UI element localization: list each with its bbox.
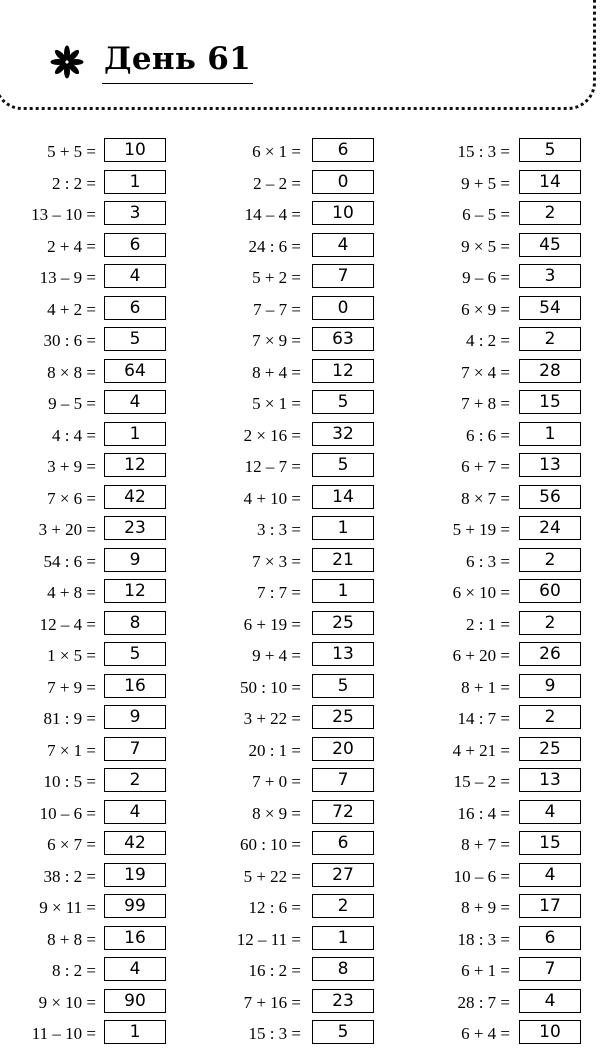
exercise-row — [0, 483, 166, 515]
exercise-row — [400, 388, 581, 420]
exercise-expression: 2 : 1 = — [465, 614, 510, 634]
exercise-expression: 9 × 5 = — [461, 236, 510, 256]
exercise-expression: 3 + 22 = — [243, 709, 301, 728]
answer-box[interactable]: 1 — [312, 579, 374, 603]
exercise-expression: 4 : 4 = — [51, 425, 96, 445]
answer-box[interactable]: 7 — [312, 768, 374, 792]
exercise-row — [0, 798, 166, 830]
exercise-expression: 5 × 1 = — [252, 394, 301, 413]
exercise-expression: 7 + 9 = — [47, 677, 96, 697]
exercise-row — [0, 861, 166, 893]
exercise-row — [400, 514, 581, 546]
answer-box[interactable]: 10 — [519, 1020, 581, 1044]
exercise-expression: 4 + 10 = — [243, 488, 301, 508]
exercise-row — [400, 357, 581, 389]
answer-box[interactable]: 4 — [104, 390, 166, 414]
answer-box[interactable]: 27 — [312, 863, 374, 887]
exercise-row — [400, 703, 581, 735]
answer-box[interactable]: 5 — [104, 642, 166, 666]
exercise-row — [400, 892, 581, 924]
exercise-expression: 10 – 6 = — [453, 866, 510, 886]
exercise-row — [0, 955, 166, 987]
exercise-expression: 15 : 3 = — [457, 142, 510, 161]
exercise-row — [400, 798, 581, 830]
answer-box[interactable]: 12 — [104, 453, 166, 477]
answer-box[interactable]: 2 — [104, 768, 166, 792]
answer-box[interactable]: 4 — [519, 863, 581, 887]
answer-box[interactable]: 1 — [104, 1020, 166, 1044]
exercise-row — [200, 955, 374, 987]
answer-box[interactable]: 72 — [312, 800, 374, 824]
exercise-expression: 30 : 6 = — [43, 331, 96, 350]
exercise-expression: 9 + 5 = — [461, 173, 510, 193]
exercise-row — [400, 199, 581, 231]
exercise-expression: 11 – 10 = — [31, 1024, 96, 1043]
exercise-row — [200, 703, 374, 735]
exercise-row — [0, 609, 166, 641]
exercise-row — [200, 735, 374, 767]
exercise-row — [200, 168, 374, 200]
answer-box[interactable]: 5 — [519, 138, 581, 162]
answer-box[interactable]: 16 — [104, 926, 166, 950]
exercise-expression: 81 : 9 = — [43, 709, 96, 728]
answer-box[interactable]: 1 — [104, 422, 166, 446]
answer-box[interactable]: 3 — [519, 264, 581, 288]
exercise-expression: 24 : 6 = — [248, 236, 301, 256]
exercise-column-3 — [400, 136, 581, 1050]
exercise-expression: 12 – 7 = — [244, 457, 301, 476]
exercise-row — [0, 1018, 166, 1050]
answer-box[interactable]: 99 — [104, 894, 166, 918]
exercise-row — [200, 388, 374, 420]
exercise-row — [400, 609, 581, 641]
exercise-expression: 60 : 10 = — [239, 835, 301, 854]
exercise-expression: 7 + 16 = — [243, 992, 301, 1012]
answer-box[interactable]: 90 — [104, 989, 166, 1013]
exercise-expression: 16 : 4 = — [457, 803, 510, 823]
answer-box[interactable]: 4 — [519, 800, 581, 824]
answer-box[interactable]: 45 — [519, 233, 581, 257]
exercise-column-2 — [200, 136, 374, 1050]
exercise-expression: 6 + 19 = — [243, 614, 301, 634]
exercise-row — [200, 892, 374, 924]
exercise-row — [0, 325, 166, 357]
exercise-row — [200, 451, 374, 483]
answer-box[interactable]: 56 — [519, 485, 581, 509]
exercise-expression: 7 × 6 = — [47, 488, 96, 508]
answer-box[interactable]: 6 — [312, 831, 374, 855]
answer-box[interactable]: 6 — [104, 296, 166, 320]
answer-box[interactable]: 5 — [312, 390, 374, 414]
exercise-row — [400, 861, 581, 893]
exercise-row — [200, 199, 374, 231]
exercise-expression: 3 : 3 = — [256, 520, 301, 539]
answer-box[interactable]: 42 — [104, 831, 166, 855]
exercise-expression: 54 : 6 = — [43, 551, 96, 571]
answer-box[interactable]: 54 — [519, 296, 581, 320]
exercise-expression: 6 – 5 = — [462, 205, 510, 224]
exercise-expression: 38 : 2 = — [43, 866, 96, 886]
page-title — [50, 34, 253, 90]
exercise-row — [0, 892, 166, 924]
exercise-expression: 7 : 7 = — [256, 583, 301, 602]
exercise-expression: 12 : 6 = — [248, 898, 301, 917]
answer-box[interactable]: 7 — [312, 264, 374, 288]
exercise-expression: 7 × 9 = — [252, 331, 301, 350]
exercise-expression: 8 + 4 = — [252, 362, 301, 382]
answer-box[interactable]: 13 — [312, 642, 374, 666]
exercise-expression: 4 + 2 = — [47, 299, 96, 319]
answer-box[interactable]: 12 — [104, 579, 166, 603]
answer-box[interactable]: 5 — [104, 327, 166, 351]
exercise-expression: 6 + 4 = — [461, 1024, 510, 1043]
answer-box[interactable]: 26 — [519, 642, 581, 666]
exercise-expression: 6 : 3 = — [465, 551, 510, 571]
exercise-expression: 10 – 6 = — [39, 803, 96, 823]
exercise-expression: 4 + 8 = — [47, 583, 96, 602]
exercise-row — [0, 262, 166, 294]
exercise-row — [200, 924, 374, 956]
answer-box[interactable]: 13 — [519, 768, 581, 792]
exercise-expression: 2 × 16 = — [243, 425, 301, 445]
exercise-row — [200, 546, 374, 578]
exercise-row — [400, 1018, 581, 1050]
exercise-row — [0, 987, 166, 1019]
exercise-row — [400, 294, 581, 326]
exercise-expression: 6 + 7 = — [461, 457, 510, 476]
exercise-expression: 6 + 20 = — [452, 646, 510, 665]
exercise-row — [400, 168, 581, 200]
answer-box[interactable]: 4 — [104, 800, 166, 824]
exercise-expression: 2 + 4 = — [47, 236, 96, 256]
exercise-row — [400, 136, 581, 168]
exercise-row — [400, 262, 581, 294]
exercise-row — [200, 672, 374, 704]
answer-box[interactable]: 9 — [104, 548, 166, 572]
answer-box[interactable]: 25 — [312, 611, 374, 635]
answer-box[interactable]: 19 — [104, 863, 166, 887]
exercise-row — [200, 514, 374, 546]
answer-box[interactable]: 25 — [519, 737, 581, 761]
exercise-row — [200, 829, 374, 861]
exercise-row — [0, 388, 166, 420]
exercise-row — [200, 798, 374, 830]
exercise-expression: 6 × 9 = — [461, 299, 510, 319]
answer-box[interactable]: 4 — [519, 989, 581, 1013]
exercise-row — [0, 420, 166, 452]
exercise-expression: 5 + 2 = — [252, 268, 301, 287]
exercise-row — [200, 1018, 374, 1050]
answer-box[interactable]: 8 — [312, 957, 374, 981]
exercise-row — [200, 609, 374, 641]
answer-box[interactable]: 7 — [104, 737, 166, 761]
exercise-expression: 9 – 6 = — [462, 268, 510, 287]
exercise-expression: 8 × 8 = — [47, 362, 96, 382]
answer-box[interactable]: 12 — [312, 359, 374, 383]
exercise-row — [400, 231, 581, 263]
exercise-row — [400, 987, 581, 1019]
exercise-row — [0, 577, 166, 609]
exercise-row — [0, 735, 166, 767]
answer-box[interactable]: 21 — [312, 548, 374, 572]
exercise-row — [400, 829, 581, 861]
exercise-row — [200, 483, 374, 515]
exercise-column-1 — [0, 136, 166, 1050]
exercise-row — [0, 640, 166, 672]
answer-box[interactable]: 64 — [104, 359, 166, 383]
answer-box[interactable]: 0 — [312, 170, 374, 194]
exercise-expression: 9 – 5 = — [48, 394, 96, 413]
exercise-expression: 8 + 1 = — [461, 677, 510, 697]
exercise-expression: 7 + 8 = — [461, 394, 510, 413]
answer-box[interactable]: 14 — [519, 170, 581, 194]
exercise-expression: 5 + 22 = — [243, 866, 301, 886]
exercise-row — [200, 987, 374, 1019]
exercise-row — [0, 924, 166, 956]
exercise-row — [200, 420, 374, 452]
answer-box[interactable]: 2 — [519, 705, 581, 729]
exercise-expression: 9 × 10 = — [38, 992, 96, 1012]
answer-box[interactable]: 15 — [519, 390, 581, 414]
exercise-expression: 4 : 2 = — [465, 331, 510, 350]
answer-box[interactable]: 9 — [104, 705, 166, 729]
exercise-expression: 18 : 3 = — [457, 929, 510, 949]
exercise-expression: 2 : 2 = — [51, 173, 96, 193]
exercise-expression: 15 – 2 = — [453, 772, 510, 791]
exercise-row — [400, 546, 581, 578]
exercise-expression: 9 + 4 = — [252, 646, 301, 665]
exercise-row — [400, 640, 581, 672]
exercise-expression: 5 + 19 = — [452, 520, 510, 539]
answer-box[interactable]: 6 — [519, 926, 581, 950]
answer-box[interactable]: 2 — [519, 548, 581, 572]
answer-box[interactable]: 1 — [312, 926, 374, 950]
exercise-row — [200, 357, 374, 389]
exercise-expression: 1 × 5 = — [47, 646, 96, 665]
exercise-row — [400, 325, 581, 357]
answer-box[interactable]: 20 — [312, 737, 374, 761]
exercise-expression: 8 + 7 = — [461, 835, 510, 854]
exercise-expression: 3 + 9 = — [47, 457, 96, 476]
exercise-expression: 12 – 11 = — [236, 929, 301, 949]
answer-box[interactable]: 1 — [104, 170, 166, 194]
exercise-row — [0, 136, 166, 168]
exercise-row — [0, 766, 166, 798]
exercise-row — [400, 924, 581, 956]
exercise-expression: 7 – 7 = — [253, 299, 301, 319]
exercise-expression: 13 – 10 = — [31, 205, 96, 224]
answer-box[interactable]: 4 — [312, 233, 374, 257]
answer-box[interactable]: 0 — [312, 296, 374, 320]
answer-box[interactable]: 1 — [312, 516, 374, 540]
exercise-expression: 7 × 4 = — [461, 362, 510, 382]
exercise-row — [0, 546, 166, 578]
exercise-expression: 20 : 1 = — [248, 740, 301, 760]
exercise-row — [400, 483, 581, 515]
exercise-row — [200, 136, 374, 168]
answer-box[interactable]: 14 — [312, 485, 374, 509]
answer-box[interactable]: 6 — [312, 138, 374, 162]
exercise-expression: 6 : 6 = — [465, 425, 510, 445]
exercise-expression: 7 × 1 = — [47, 740, 96, 760]
exercise-expression: 8 × 9 = — [252, 803, 301, 823]
exercise-expression: 6 × 1 = — [252, 142, 301, 161]
exercise-row — [0, 514, 166, 546]
exercise-row — [400, 766, 581, 798]
exercise-row — [200, 861, 374, 893]
exercise-expression: 8 × 7 = — [461, 488, 510, 508]
asterisk-flower-icon — [50, 45, 84, 79]
answer-box[interactable]: 4 — [104, 264, 166, 288]
exercise-expression: 28 : 7 = — [457, 992, 510, 1012]
answer-box[interactable]: 63 — [312, 327, 374, 351]
day-title: День 61 — [102, 41, 253, 84]
answer-box[interactable]: 25 — [312, 705, 374, 729]
exercise-row — [200, 294, 374, 326]
exercise-expression: 5 + 5 = — [47, 142, 96, 161]
exercise-row — [400, 451, 581, 483]
exercise-expression: 12 – 4 = — [39, 614, 96, 634]
exercise-row — [0, 829, 166, 861]
answer-box[interactable]: 24 — [519, 516, 581, 540]
exercise-expression: 3 + 20 = — [38, 520, 96, 539]
answer-box[interactable]: 9 — [519, 674, 581, 698]
exercise-row — [400, 955, 581, 987]
exercise-expression: 8 + 8 = — [47, 929, 96, 949]
answer-box[interactable]: 16 — [104, 674, 166, 698]
exercise-expression: 16 : 2 = — [248, 961, 301, 980]
exercise-row — [400, 420, 581, 452]
answer-box[interactable]: 5 — [312, 1020, 374, 1044]
exercise-expression: 14 : 7 = — [457, 709, 510, 728]
exercise-row — [0, 231, 166, 263]
answer-box[interactable]: 23 — [104, 516, 166, 540]
answer-box[interactable]: 6 — [104, 233, 166, 257]
answer-box[interactable]: 10 — [104, 138, 166, 162]
exercise-expression: 8 + 9 = — [461, 898, 510, 917]
exercise-expression: 6 × 7 = — [47, 835, 96, 854]
exercise-row — [200, 262, 374, 294]
exercise-expression: 14 – 4 = — [244, 205, 301, 224]
exercise-expression: 50 : 10 = — [239, 677, 301, 697]
answer-box[interactable]: 8 — [104, 611, 166, 635]
answer-box[interactable]: 3 — [104, 201, 166, 225]
exercise-row — [200, 577, 374, 609]
answer-box[interactable]: 17 — [519, 894, 581, 918]
answer-box[interactable]: 42 — [104, 485, 166, 509]
answer-box[interactable]: 10 — [312, 201, 374, 225]
answer-box[interactable]: 13 — [519, 453, 581, 477]
answer-box[interactable]: 23 — [312, 989, 374, 1013]
exercise-expression: 9 × 11 = — [39, 898, 96, 917]
exercise-expression: 8 : 2 = — [51, 961, 96, 980]
exercise-row — [0, 199, 166, 231]
answer-box[interactable]: 32 — [312, 422, 374, 446]
answer-box[interactable]: 1 — [519, 422, 581, 446]
exercise-expression: 7 × 3 = — [252, 551, 301, 571]
answer-box[interactable]: 2 — [312, 894, 374, 918]
exercise-expression: 2 – 2 = — [253, 173, 301, 193]
exercise-expression: 10 : 5 = — [43, 772, 96, 791]
exercise-row — [0, 703, 166, 735]
exercise-expression: 13 – 9 = — [39, 268, 96, 287]
answer-box[interactable]: 28 — [519, 359, 581, 383]
answer-box[interactable]: 2 — [519, 201, 581, 225]
answer-box[interactable]: 15 — [519, 831, 581, 855]
answer-box[interactable]: 2 — [519, 611, 581, 635]
answer-box[interactable]: 5 — [312, 453, 374, 477]
exercise-row — [400, 577, 581, 609]
exercise-row — [0, 672, 166, 704]
exercise-row — [200, 231, 374, 263]
exercise-row — [0, 451, 166, 483]
exercise-row — [0, 294, 166, 326]
exercise-expression: 15 : 3 = — [248, 1024, 301, 1043]
answer-box[interactable]: 5 — [312, 674, 374, 698]
exercise-row — [400, 735, 581, 767]
exercise-row — [400, 672, 581, 704]
exercise-expression: 6 × 10 = — [452, 583, 510, 602]
answer-box[interactable]: 2 — [519, 327, 581, 351]
exercise-row — [200, 640, 374, 672]
exercise-row — [0, 357, 166, 389]
exercise-row — [200, 325, 374, 357]
exercise-expression: 6 + 1 = — [461, 961, 510, 980]
answer-box[interactable]: 7 — [519, 957, 581, 981]
exercise-expression: 4 + 21 = — [452, 740, 510, 760]
exercise-expression: 7 + 0 = — [252, 772, 301, 791]
exercise-row — [200, 766, 374, 798]
exercise-row — [0, 168, 166, 200]
answer-box[interactable]: 4 — [104, 957, 166, 981]
answer-box[interactable]: 60 — [519, 579, 581, 603]
